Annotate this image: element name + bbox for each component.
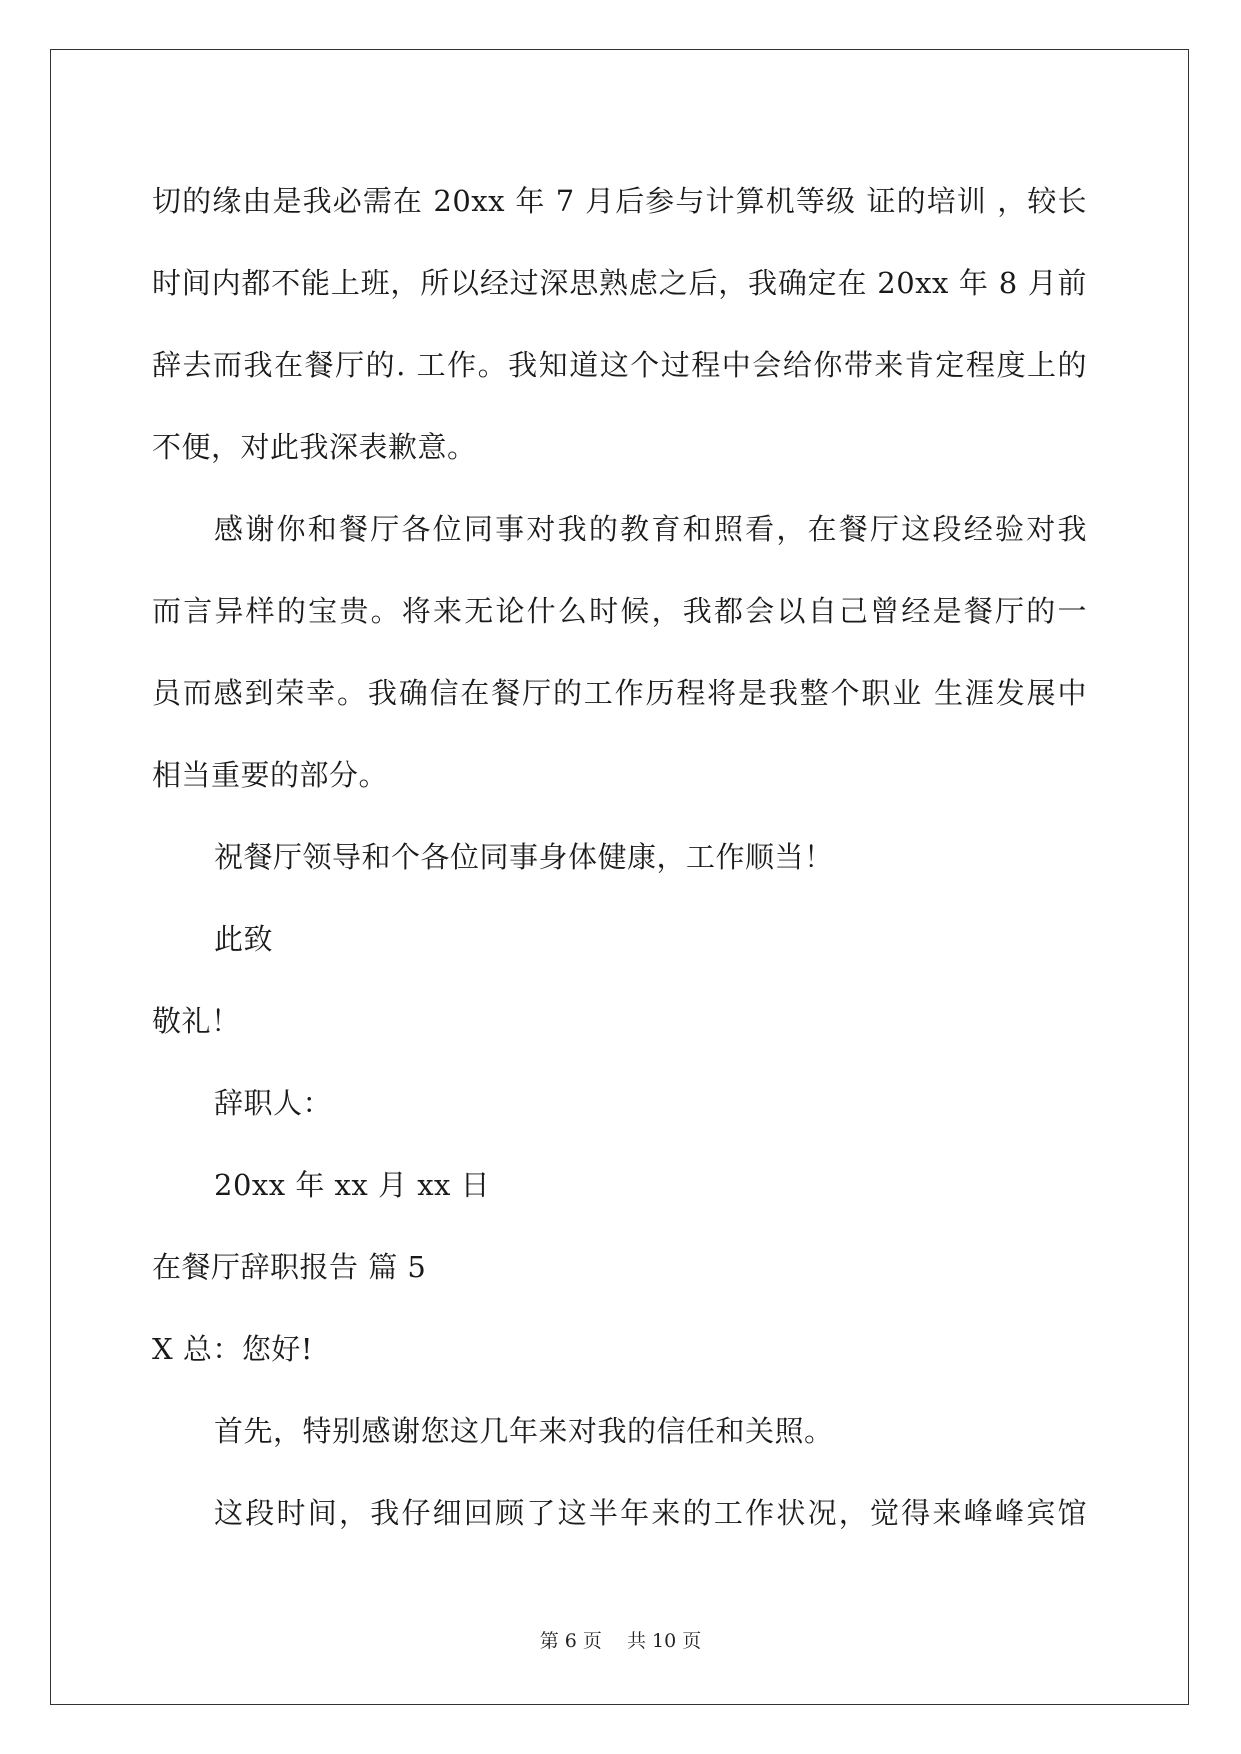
text-line-8: 相当重要的部分。	[152, 758, 389, 792]
text-line-17: 这段时间，我仔细回顾了这半年来的工作状况，觉得来峰峰宾馆	[214, 1496, 1087, 1530]
text-line-16: 首先，特别感谢您这几年来对我的信任和关照。	[214, 1414, 834, 1448]
text-line-2: 时间内都不能上班，所以经过深思熟虑之后，我确定在 20xx 年 8 月前	[152, 266, 1087, 300]
date-line: 20xx 年 xx 月 xx 日	[214, 1168, 491, 1202]
document-body	[152, 160, 1087, 1554]
text-line-6: 而言异样的宝贵。将来无论什么时候，我都会以自己曾经是餐厅的一	[152, 594, 1087, 628]
text-line-3: 辞去而我在餐厅的. 工作。我知道这个过程中会给你带来肯定程度上的	[152, 348, 1087, 382]
text-line-4: 不便，对此我深表歉意。	[152, 430, 477, 464]
closing-salutation: 此致	[214, 922, 274, 956]
page-footer: 第 6 页 共 10 页	[539, 1630, 702, 1652]
text-line-7: 员而感到荣幸。我确信在餐厅的工作历程将是我整个职业 生涯发展中	[152, 676, 1087, 710]
text-line-1: 切的缘由是我必需在 20xx 年 7 月后参与计算机等级 证的培训 ，较长	[152, 184, 1087, 218]
section-heading: 在餐厅辞职报告 篇 5	[152, 1250, 427, 1284]
closing-respect: 敬礼！	[152, 1004, 241, 1038]
text-line-5: 感谢你和餐厅各位同事对我的教育和照看，在餐厅这段经验对我	[214, 512, 1087, 546]
greeting-line: X 总：您好!	[152, 1332, 314, 1366]
text-line-9: 祝餐厅领导和个各位同事身体健康，工作顺当！	[214, 840, 834, 874]
signature-label: 辞职人：	[214, 1086, 333, 1120]
